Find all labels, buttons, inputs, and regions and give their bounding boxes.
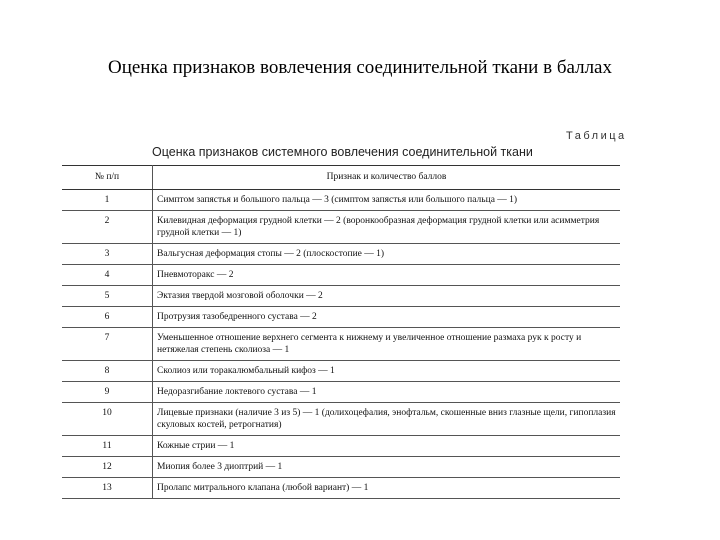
row-num: 7 (62, 328, 153, 361)
table-row (62, 286, 620, 307)
table-row (62, 190, 620, 211)
row-text: Симптом запястья и большого пальца — 3 (симптом запястья или большого пальца — 1) (153, 190, 621, 211)
table-label: Таблица (566, 130, 627, 142)
row-num: 10 (62, 403, 153, 436)
row-num: 5 (62, 286, 153, 307)
criteria-table (62, 165, 620, 499)
slide-title: Оценка признаков вовлечения соединительной ткани в баллах (107, 57, 612, 78)
row-num: 8 (62, 361, 153, 382)
row-num: 12 (62, 457, 153, 478)
header-sign: Признак и количество баллов (153, 166, 621, 190)
row-text: Лицевые признаки (наличие 3 из 5) — 1 (долихоцефалия, энофтальм, скошенные вниз глазные щели, гипоплазия скуловых костей, ретрогнатия) (153, 403, 621, 436)
row-text: Уменьшенное отношение верхнего сегмента к нижнему и увеличенное отношение размаха рук к росту и нетяжелая степень сколиоза — 1 (153, 328, 621, 361)
row-text: Пневмоторакс — 2 (153, 265, 621, 286)
row-text: Кожные стрии — 1 (153, 436, 621, 457)
row-text: Миопия более 3 диоптрий — 1 (153, 457, 621, 478)
table-row (62, 307, 620, 328)
row-num: 9 (62, 382, 153, 403)
table-row (62, 211, 620, 244)
table-row (62, 244, 620, 265)
row-num: 6 (62, 307, 153, 328)
row-num: 13 (62, 478, 153, 499)
table-row (62, 361, 620, 382)
table-row (62, 382, 620, 403)
table-header-row (62, 166, 620, 190)
table-row (62, 403, 620, 436)
table-row (62, 436, 620, 457)
row-num: 3 (62, 244, 153, 265)
row-text: Вальгусная деформация стопы — 2 (плоскостопие — 1) (153, 244, 621, 265)
row-num: 4 (62, 265, 153, 286)
table-row (62, 478, 620, 499)
header-num: № п/п (62, 166, 153, 190)
row-text: Килевидная деформация грудной клетки — 2 (воронкообразная деформация грудной клетки или асимметрия грудной клетки — 1) (153, 211, 621, 244)
row-text: Протрузия тазобедренного сустава — 2 (153, 307, 621, 328)
row-text: Пролапс митрального клапана (любой вариант) — 1 (153, 478, 621, 499)
table-row (62, 265, 620, 286)
row-text: Сколиоз или торакалюмбальный кифоз — 1 (153, 361, 621, 382)
row-num: 11 (62, 436, 153, 457)
row-text: Недоразгибание локтевого сустава — 1 (153, 382, 621, 403)
row-text: Эктазия твердой мозговой оболочки — 2 (153, 286, 621, 307)
table-row (62, 457, 620, 478)
table-caption: Оценка признаков системного вовлечения соединительной ткани (152, 145, 533, 159)
row-num: 1 (62, 190, 153, 211)
table-row (62, 328, 620, 361)
row-num: 2 (62, 211, 153, 244)
